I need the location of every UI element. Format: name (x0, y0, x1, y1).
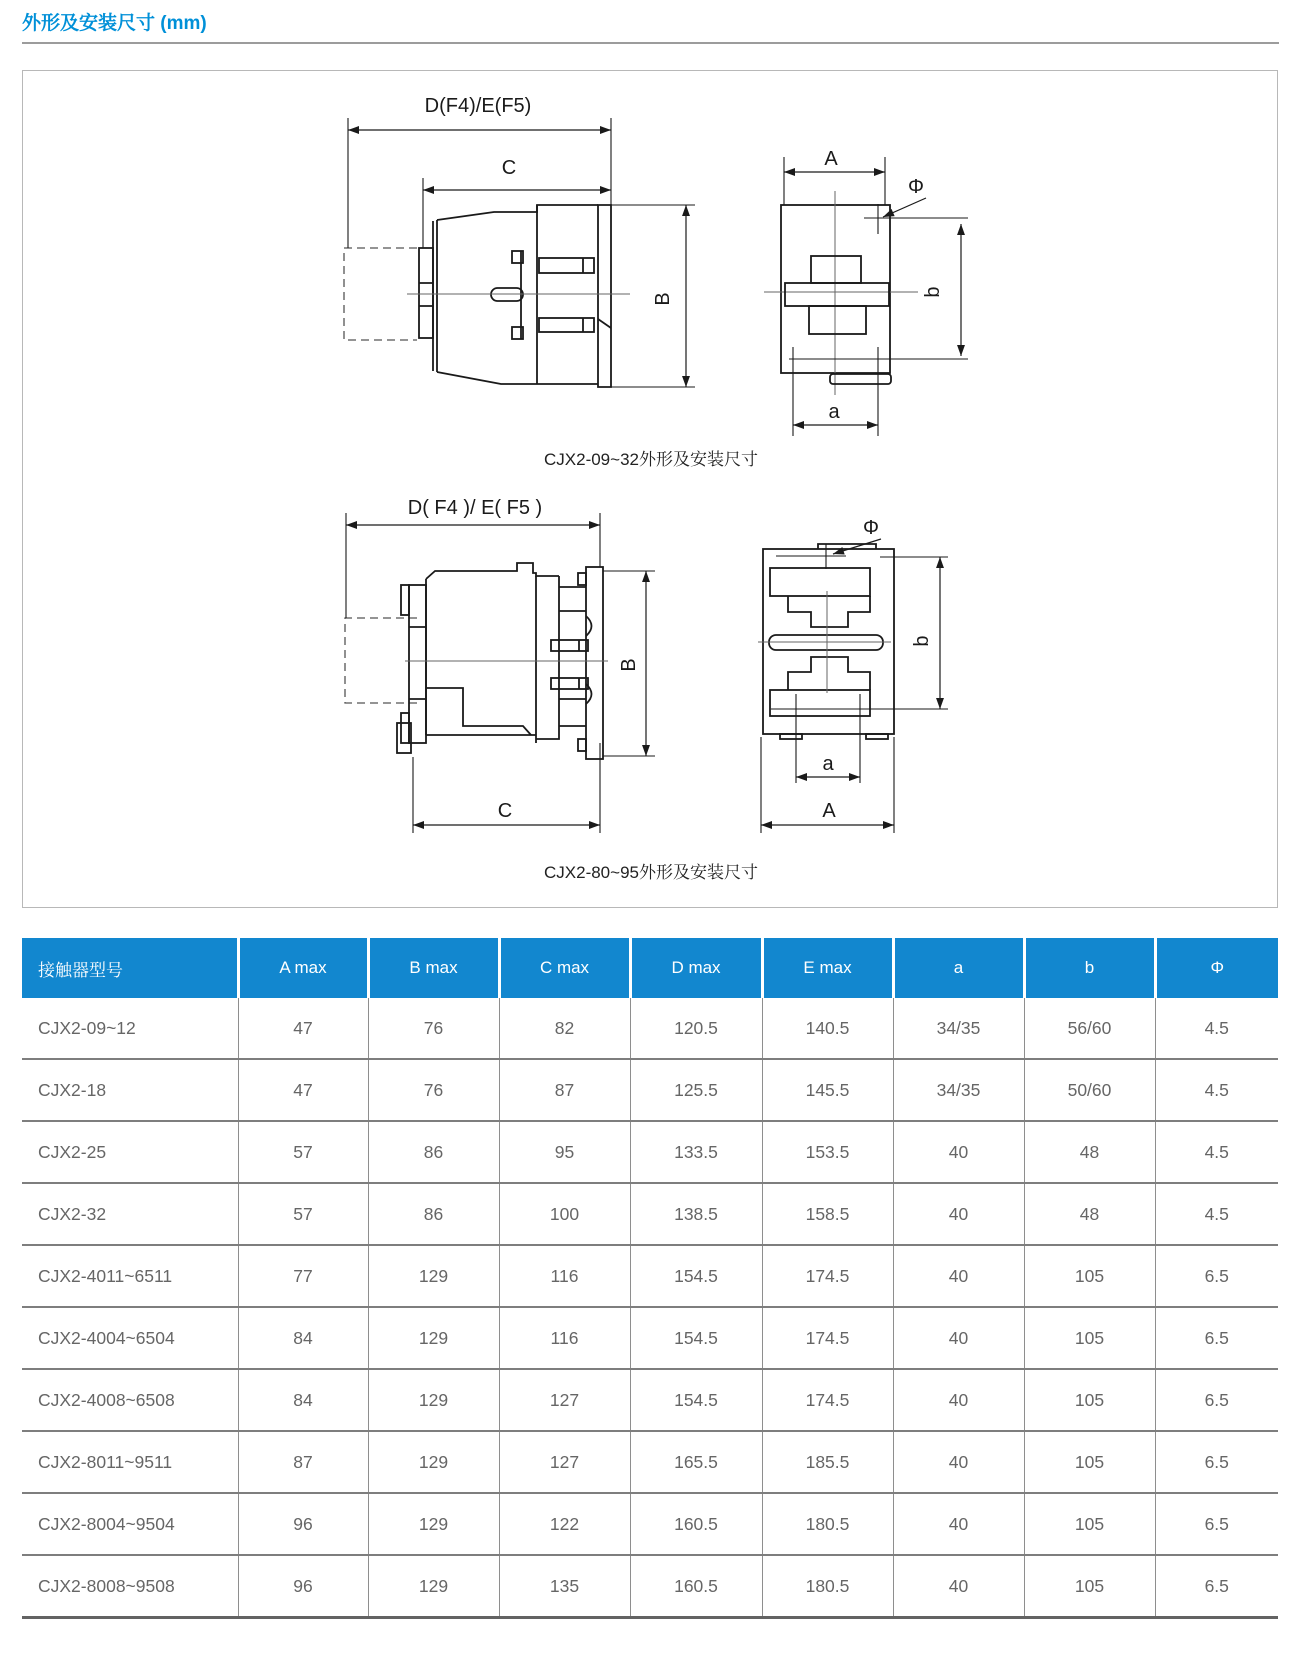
model-cell: CJX2-18 (22, 1059, 238, 1121)
value-cell: 140.5 (762, 998, 893, 1059)
value-cell: 57 (238, 1183, 368, 1245)
value-cell: 122 (499, 1493, 630, 1555)
table-row (22, 1121, 1278, 1183)
fig1-dim-C-label: C (501, 157, 517, 179)
value-cell: 180.5 (762, 1555, 893, 1618)
value-cell: 105 (1024, 1493, 1155, 1555)
value-cell: 47 (238, 998, 368, 1059)
value-cell: 125.5 (630, 1059, 762, 1121)
model-cell: CJX2-09~12 (22, 998, 238, 1059)
figure1-caption: CJX2-09~32外形及安装尺寸 (544, 450, 758, 469)
table-row (22, 1555, 1278, 1618)
value-cell: 116 (499, 1307, 630, 1369)
value-cell: 95 (499, 1121, 630, 1183)
value-cell: 40 (893, 1183, 1024, 1245)
column-header: A max (238, 938, 368, 998)
value-cell: 135 (499, 1555, 630, 1618)
technical-drawings (23, 71, 1277, 907)
value-cell: 6.5 (1155, 1555, 1278, 1618)
fig1-dim-phi-label: Φ (908, 176, 924, 198)
value-cell: 40 (893, 1431, 1024, 1493)
value-cell: 87 (499, 1059, 630, 1121)
value-cell: 153.5 (762, 1121, 893, 1183)
value-cell: 105 (1024, 1555, 1155, 1618)
value-cell: 4.5 (1155, 1059, 1278, 1121)
value-cell: 6.5 (1155, 1369, 1278, 1431)
column-header: E max (762, 938, 893, 998)
value-cell: 48 (1024, 1183, 1155, 1245)
page-title: 外形及安装尺寸 (mm) (22, 13, 207, 34)
fig2-terminal-slot-top (551, 640, 588, 651)
value-cell: 40 (893, 1493, 1024, 1555)
value-cell: 50/60 (1024, 1059, 1155, 1121)
value-cell: 4.5 (1155, 1121, 1278, 1183)
table-row (22, 1059, 1278, 1121)
figure1-front-view (764, 148, 968, 436)
value-cell: 174.5 (762, 1369, 893, 1431)
value-cell: 180.5 (762, 1493, 893, 1555)
table-row (22, 1245, 1278, 1307)
value-cell: 84 (238, 1369, 368, 1431)
value-cell: 133.5 (630, 1121, 762, 1183)
value-cell: 82 (499, 998, 630, 1059)
fig2-dim-D-label: D( F4 )/ E( F5 ) (407, 497, 543, 519)
table-row (22, 1369, 1278, 1431)
fig2-dim-A-label: A (822, 800, 836, 822)
value-cell: 160.5 (630, 1493, 762, 1555)
model-cell: CJX2-8004~9504 (22, 1493, 238, 1555)
model-cell: CJX2-32 (22, 1183, 238, 1245)
title-divider (22, 42, 1279, 44)
dimensions-table (22, 938, 1278, 1619)
column-header: D max (630, 938, 762, 998)
value-cell: 154.5 (630, 1245, 762, 1307)
figure2-front-view (758, 517, 948, 833)
value-cell: 4.5 (1155, 998, 1278, 1059)
value-cell: 116 (499, 1245, 630, 1307)
value-cell: 158.5 (762, 1183, 893, 1245)
value-cell: 120.5 (630, 998, 762, 1059)
value-cell: 129 (368, 1369, 499, 1431)
value-cell: 40 (893, 1121, 1024, 1183)
value-cell: 145.5 (762, 1059, 893, 1121)
column-header: 接触器型号 (22, 938, 238, 998)
value-cell: 129 (368, 1555, 499, 1618)
column-header: a (893, 938, 1024, 998)
model-cell: CJX2-4008~6508 (22, 1369, 238, 1431)
value-cell: 105 (1024, 1245, 1155, 1307)
value-cell: 105 (1024, 1307, 1155, 1369)
fig2-terminal-slot-bottom (551, 678, 588, 689)
table-row (22, 1493, 1278, 1555)
value-cell: 34/35 (893, 1059, 1024, 1121)
value-cell: 48 (1024, 1121, 1155, 1183)
value-cell: 6.5 (1155, 1431, 1278, 1493)
value-cell: 160.5 (630, 1555, 762, 1618)
value-cell: 154.5 (630, 1307, 762, 1369)
model-cell: CJX2-4011~6511 (22, 1245, 238, 1307)
model-cell: CJX2-8011~9511 (22, 1431, 238, 1493)
value-cell: 84 (238, 1307, 368, 1369)
figure2-side-view (345, 497, 655, 833)
table-header-row (22, 938, 1278, 998)
value-cell: 6.5 (1155, 1245, 1278, 1307)
value-cell: 138.5 (630, 1183, 762, 1245)
value-cell: 77 (238, 1245, 368, 1307)
value-cell: 4.5 (1155, 1183, 1278, 1245)
fig1-terminal-slot-top (539, 258, 594, 273)
value-cell: 47 (238, 1059, 368, 1121)
value-cell: 57 (238, 1121, 368, 1183)
table-row (22, 1307, 1278, 1369)
value-cell: 127 (499, 1369, 630, 1431)
value-cell: 6.5 (1155, 1493, 1278, 1555)
value-cell: 185.5 (762, 1431, 893, 1493)
value-cell: 96 (238, 1493, 368, 1555)
value-cell: 86 (368, 1183, 499, 1245)
value-cell: 129 (368, 1431, 499, 1493)
value-cell: 129 (368, 1307, 499, 1369)
column-header: C max (499, 938, 630, 998)
value-cell: 165.5 (630, 1431, 762, 1493)
figure2-caption: CJX2-80~95外形及安装尺寸 (544, 863, 758, 882)
figure1-side-view (344, 95, 695, 387)
value-cell: 105 (1024, 1431, 1155, 1493)
dimension-drawings-panel (22, 70, 1278, 908)
fig1-terminal-slot-bottom (539, 318, 594, 332)
fig2-dim-a-label: a (822, 753, 834, 775)
value-cell: 86 (368, 1121, 499, 1183)
value-cell: 76 (368, 1059, 499, 1121)
value-cell: 56/60 (1024, 998, 1155, 1059)
value-cell: 6.5 (1155, 1307, 1278, 1369)
model-cell: CJX2-4004~6504 (22, 1307, 238, 1369)
value-cell: 100 (499, 1183, 630, 1245)
value-cell: 129 (368, 1493, 499, 1555)
value-cell: 76 (368, 998, 499, 1059)
fig2-dim-phi-label: Φ (863, 517, 879, 539)
value-cell: 127 (499, 1431, 630, 1493)
fig2-dim-b-label: b (911, 635, 933, 647)
column-header: Φ (1155, 938, 1278, 998)
model-cell: CJX2-8008~9508 (22, 1555, 238, 1618)
value-cell: 105 (1024, 1369, 1155, 1431)
value-cell: 40 (893, 1369, 1024, 1431)
fig1-dim-b-label: b (922, 286, 944, 298)
table-body (22, 998, 1278, 1618)
fig1-dashed-accessory (344, 248, 417, 340)
fig2-dim-B-label: B (618, 658, 640, 672)
fig1-rear-panel (598, 205, 611, 387)
value-cell: 34/35 (893, 998, 1024, 1059)
fig1-dim-a-label: a (828, 401, 840, 423)
column-header: B max (368, 938, 499, 998)
fig2-dim-C-label: C (497, 800, 513, 822)
value-cell: 40 (893, 1245, 1024, 1307)
value-cell: 40 (893, 1555, 1024, 1618)
fig1-mounting-strip (419, 248, 433, 338)
column-header: b (1024, 938, 1155, 998)
fig1-dim-D-label: D(F4)/E(F5) (424, 95, 532, 117)
table-row (22, 1431, 1278, 1493)
table-row (22, 1183, 1278, 1245)
table-header-row (22, 938, 1278, 998)
fig2-din-rail-bracket (586, 567, 603, 759)
fig1-dim-B-label: B (652, 292, 674, 306)
model-cell: CJX2-25 (22, 1121, 238, 1183)
value-cell: 40 (893, 1307, 1024, 1369)
value-cell: 87 (238, 1431, 368, 1493)
fig2-mounting-strip (409, 585, 426, 743)
value-cell: 154.5 (630, 1369, 762, 1431)
value-cell: 174.5 (762, 1245, 893, 1307)
value-cell: 96 (238, 1555, 368, 1618)
value-cell: 174.5 (762, 1307, 893, 1369)
fig1-dim-A-label: A (824, 148, 838, 170)
value-cell: 129 (368, 1245, 499, 1307)
table-row (22, 998, 1278, 1059)
